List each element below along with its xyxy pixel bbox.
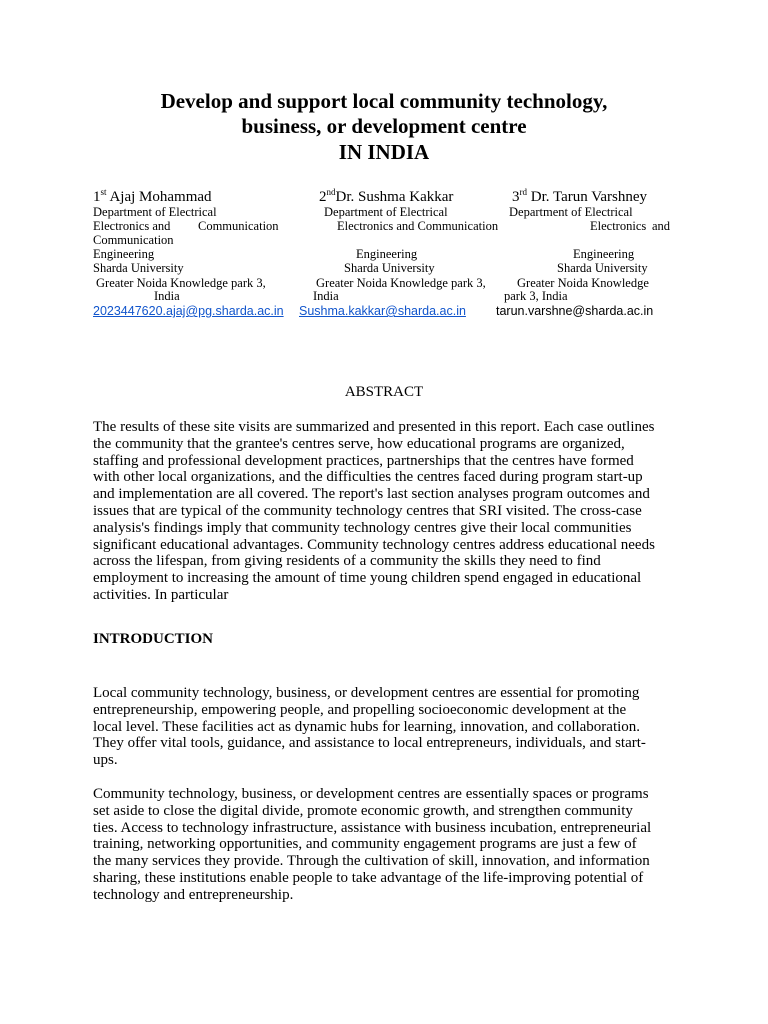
- author-2-university: Sharda University: [344, 261, 435, 275]
- intro-line: Local community technology, business, or development centres are essential for promoting: [93, 685, 640, 701]
- abstract-line: issues that are typical of the community technology centres that SRI visited. The cross-case: [93, 502, 642, 519]
- abstract-line: activities. In particular: [93, 586, 229, 603]
- intro-line: the many services they provide. Through the cultivation of skill, innovation, and information: [93, 853, 650, 870]
- author-2-dept-line-1: Department of Electrical: [324, 205, 448, 219]
- author-1-dept-line-2b: Communication: [198, 219, 279, 233]
- abstract-paragraph: [93, 419, 677, 604]
- intro-line: set aside to close the digital divide, promote economic growth, and strengthen community: [93, 802, 633, 819]
- author-3-address-line-2: park 3, India: [504, 289, 568, 303]
- intro-line: ups.: [93, 752, 118, 769]
- author-1-dept-line-4: Engineering: [93, 247, 155, 261]
- intro-line: They offer vital tools, guidance, and assistance to local entrepreneurs, individuals, and start-: [93, 735, 646, 752]
- intro-line: ties. Access to technology infrastructure, assistance with business incubation, entrepreneurial: [93, 819, 652, 836]
- author-2-name: 2ndDr. Sushma Kakkar: [319, 187, 454, 205]
- author-3-dept-line-2a: Electronics: [590, 219, 647, 233]
- author-3-email: tarun.varshne@sharda.ac.in: [496, 304, 654, 318]
- author-3-address-line-1: Greater Noida Knowledge: [517, 276, 649, 290]
- abstract-line: with other local organizations, and the difficulties the centres faced during program start-up: [93, 469, 643, 486]
- abstract-heading: ABSTRACT: [344, 384, 424, 400]
- abstract-line: The results of these site visits are summarized and presented in this report. Each case outlines: [93, 419, 655, 435]
- author-3-dept-line-1: Department of Electrical: [509, 205, 633, 219]
- abstract-line: employment to increasing the amount of time young children spend engaged in educational: [93, 570, 642, 587]
- introduction-paragraph-1: [93, 685, 677, 769]
- author-1-address-line-1: Greater Noida Knowledge park 3,: [96, 276, 266, 290]
- author-1-dept-line-2a: Electronics and: [93, 219, 171, 233]
- author-2-address-line-2: India: [313, 289, 339, 303]
- intro-line: local level. These facilities act as dynamic hubs for learning, innovation, and collaboration.: [93, 718, 641, 735]
- author-1-university: Sharda University: [93, 261, 184, 275]
- intro-line: Community technology, business, or development centres are essentially spaces or programs: [93, 786, 649, 802]
- author-2-address-line-1: Greater Noida Knowledge park 3,: [316, 276, 486, 290]
- abstract-line: significant educational advantages. Community technology centres address educational needs: [93, 536, 655, 553]
- author-3-dept-line-2b: and: [652, 219, 671, 233]
- intro-line: entrepreneurship, empowering people, and propelling socioeconomic development at the: [93, 701, 627, 718]
- author-1-email-link[interactable]: 2023447620.ajaj@pg.sharda.ac.in: [93, 304, 284, 318]
- intro-line: sharing, these institutions enable people to take advantage of the life-improving potential of: [93, 869, 644, 886]
- abstract-line: the community that the grantee's centres serve, how educational programs are organized,: [93, 435, 625, 452]
- author-3-dept-line-3: Engineering: [573, 247, 635, 261]
- paper-title-line-1: Develop and support local community technology,: [160, 89, 608, 113]
- author-1-dept-line-1: Department of Electrical: [93, 205, 217, 219]
- author-2-email-link[interactable]: Sushma.kakkar@sharda.ac.in: [299, 304, 466, 318]
- author-3-name: 3rd Dr. Tarun Varshney: [512, 187, 648, 205]
- paper-title-line-2: business, or development centre: [241, 114, 527, 138]
- author-1-address-line-2: India: [154, 289, 180, 303]
- author-1-name: 1st Ajaj Mohammad: [93, 187, 212, 205]
- abstract-line: analysis's findings imply that community technology centres give their local communities: [93, 519, 632, 536]
- introduction-heading: INTRODUCTION: [93, 631, 214, 647]
- introduction-paragraph-2: [93, 786, 677, 904]
- author-3-university: Sharda University: [557, 261, 648, 275]
- intro-line: technology and entrepreneurship.: [93, 886, 294, 903]
- author-2-dept-line-2: Electronics and Communication: [337, 219, 499, 233]
- author-2-dept-line-3: Engineering: [356, 247, 418, 261]
- abstract-line: staffing and professional development practices, partnerships that the centres have formed: [93, 452, 634, 469]
- paper-title-line-3: IN INDIA: [338, 140, 430, 164]
- intro-line: training, networking opportunities, and community engagement programs are just a few of: [93, 836, 637, 853]
- abstract-line: and implementation are all covered. The report's last section analyses program outcomes and: [93, 486, 650, 503]
- abstract-line: across the lifespan, from giving residents of a community the skills they need to find: [93, 553, 601, 570]
- author-1-dept-line-3: Communication: [93, 233, 174, 247]
